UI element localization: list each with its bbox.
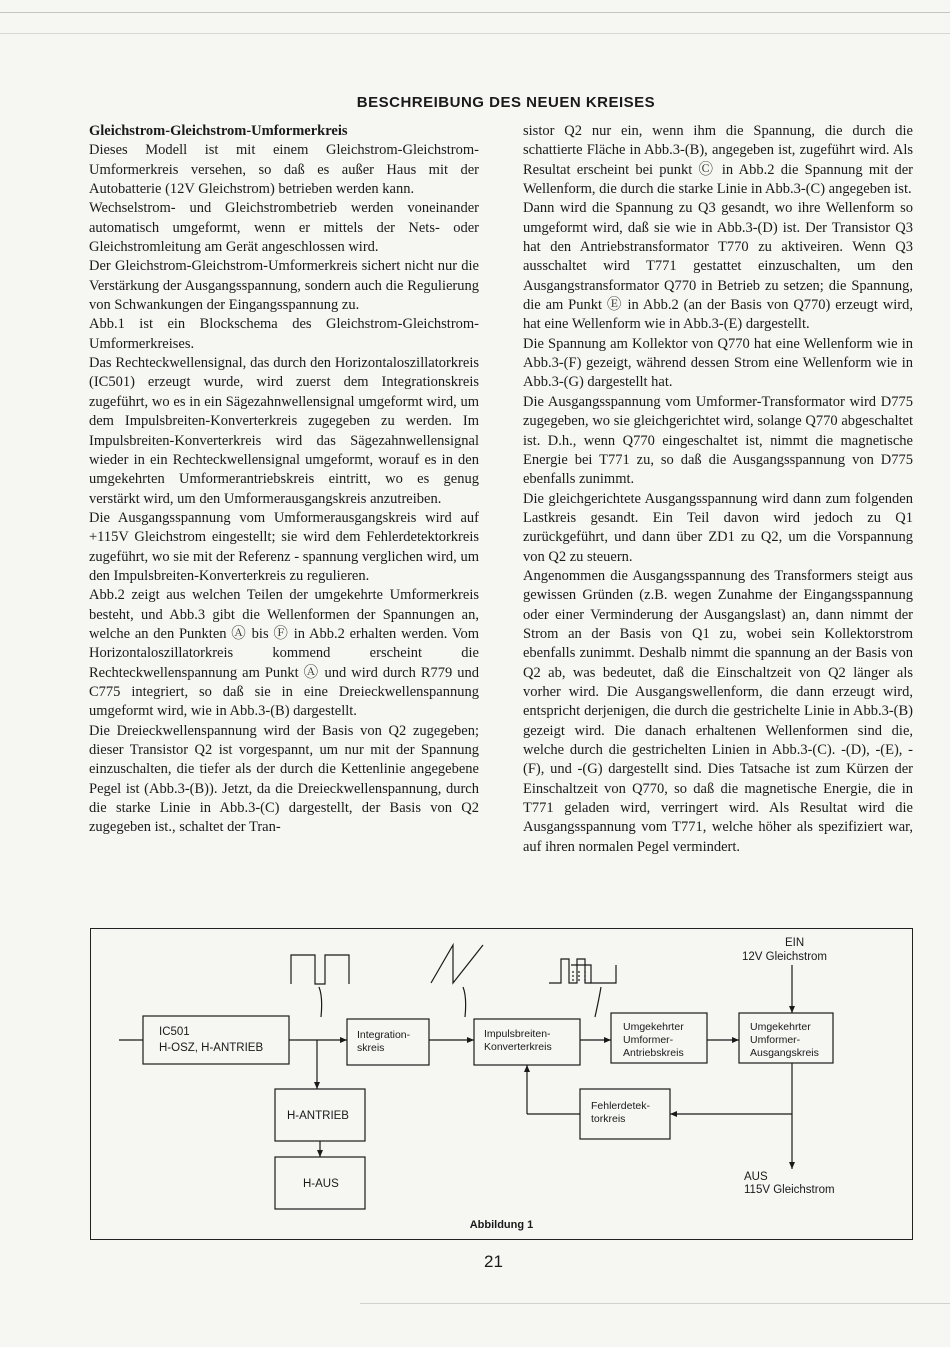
paragraph: Dann wird die Spannung zu Q3 gesandt, wo ihre Wellenform so umgeformt wird, daß sie wie in Abb.3-(D) ist. Der Transistor Q3 hat den Antriebstransformator T770 zu aktiveiren. Wenn Q3 ausschaltet wird T771 gestattet einzuschalten, um den Ausgangstransformator Q770 in Betrieb zu setzen; die Spannung, die am Punkt Ⓔ in Abb.2 (an der Basis von Q770) erzeugt wird, hat eine Wellenform wie in Abb.3-(E) dargestellt. xyxy=(523,200,913,333)
paragraph: Angenommen die Ausgangsspannung des Transformers steigt aus gewissen Gründen (z.B. wegen Zunahme der Eingangsspannung oder einer Verminderung der Ausgangslast) an, dann nimmt der Strom an der Basis von Q1 zu, wobei sein Kollektorstrom ebenfalls zunimmt. Deshalb nimmt die spannung an der Basis von Q2 ab, was bedeutet, daß die Einschaltzeit von Q2 länger als vorher wird. Die Ausgangswellenform, die dann erzeugt wird, entspricht derjenigen, die durch die gestrichelte Linie in Abb.3-(B) gezeigt wird. Die danach erhaltenen Wellenformen sind die, welche durch die gestrichelten Linien in Abb.3-(C). -(D), -(E), -(F), und -(G) dargestellt sind. Dies Tatsache ist zum Kürzen der Einschaltzeit von Q770, so daß die magnetische Energie, die in T771 geladen wird, verringert wird. Als Resultat wird die Ausgangsspannung vom T771, welche höher als spezifiziert war, auf ihren normalen Pegel vermindert. xyxy=(523,567,913,855)
paragraph: Abb.1 ist ein Blockschema des Gleichstrom-Gleichstrom-Umformerkreises. xyxy=(89,316,479,352)
paragraph: Die Spannung am Kollektor von Q770 hat eine Wellenform wie in Abb.3-(F) gezeigt, während dessen Strom eine Wellenform wie in Abb.3-(G) dargestellt hat. xyxy=(523,335,913,391)
paragraph: Der Gleichstrom-Gleichstrom-Umformerkreis sichert nicht nur die Verstärkung der Ausgangsspannung, sondern auch die Regulierung von Schwankungen der Eingangsspannung zu. xyxy=(89,258,479,314)
paragraph: Wechselstrom- und Gleichstrombetrieb werden voneinander automatisch umgeformt, wenn er mittels der Nets- oder Gleichstromleitung am Gerät angeschlossen wird. xyxy=(89,200,479,256)
section-heading: Gleichstrom-Gleichstrom-Umformerkreis xyxy=(89,123,348,139)
aus-voltage-label: 115V Gleichstrom xyxy=(744,1184,835,1196)
block-hantrieb-label: H-ANTRIEB xyxy=(287,1110,349,1122)
block-fehler-label-1: Fehlerdetek- xyxy=(591,1100,650,1112)
square-wave-icon xyxy=(291,955,349,984)
left-column xyxy=(89,122,479,838)
scan-edge-top xyxy=(0,12,950,13)
block-ausgang-label-3: Ausgangskreis xyxy=(750,1047,819,1059)
ein-label: EIN xyxy=(785,937,805,949)
block-integration-label-1: Integration- xyxy=(357,1029,411,1041)
paragraph: Die gleichgerichtete Ausgangsspannung wird dann zum folgenden Lastkreis gesandt. Ein Teil davon wird jedoch zu Q1 zurückgeführt, und dann über ZD1 zu Q2, um die Vorspannung von Q2 zu steuern. xyxy=(523,490,913,565)
block-ic501-label-1: IC501 xyxy=(159,1026,190,1038)
paragraph: Das Rechteckwellensignal, das durch den Horizontaloszillatorkreis (IC501) erzeugt wurde, wird zuerst dem Integrationskreis zugeführt, wo es in ein Sägezahnwellensignal umgeformt wird, um dem Impulsbreiten-Konverterkreis zugegeben zu werden. Im Impulsbreiten-Konverterkreis wird das Sägezahnwellensignal wieder in ein Rechteckwellensignal umgeformt, worauf es in den umgekehrten Umformerantriebskreis eintritt, wo es genug verstärkt wird, um den Umformerausgangskreis anzutreiben. xyxy=(89,355,479,507)
block-umgekehrter-label-1: Umgekehrter xyxy=(623,1021,684,1033)
paragraph: Dieses Modell ist mit einem Gleichstrom-Gleichstrom-Umformerkreis versehen, so daß es außer Haus mit der Autobatterie (12V Gleichstrom) betrieben werden kann. xyxy=(89,142,479,198)
figure-caption: Abbildung 1 xyxy=(469,1219,534,1231)
block-haus-label: H-AUS xyxy=(303,1178,339,1190)
paragraph: Die Ausgangsspannung vom Umformerausgangskreis wird auf +115V Gleichstrom eingestellt; sie wird dem Fehlerdetektorkreis zugeführt, wo sie mit der Referenz - spannung verglichen wird, um den Impulsbreiten-Konverterkreis zu regulieren. xyxy=(89,509,479,584)
block-fehler-label-2: torkreis xyxy=(591,1113,626,1125)
block-diagram xyxy=(91,929,913,1239)
block-diagram-figure xyxy=(90,928,913,1240)
block-ic501-label-2: H-OSZ, H-ANTRIEB xyxy=(159,1042,264,1054)
block-ic501 xyxy=(143,1016,289,1064)
block-ausgang-label-1: Umgekehrter xyxy=(750,1021,811,1033)
paragraph: sistor Q2 nur ein, wenn ihm die Spannung, die durch die schattierte Fläche in Abb.3-(B), angegeben ist, zugeführt wird. Als Resultat erscheint bei punkt Ⓒ in Abb.2 die Spannung mit der Wellenform, die durch die starke Linie in Abb.3-(C) angegeben ist. xyxy=(523,123,913,198)
right-column xyxy=(523,122,913,857)
page-title: BESCHREIBUNG DES NEUEN KREISES xyxy=(356,94,656,111)
paragraph: Die Ausgangsspannung vom Umformer-Transformator wird D775 zugegeben, wo sie gleichgerichtet wird, solange Q770 abgeschaltet ist. D.h., wenn Q770 eingeschaltet ist, nimmt die magnetische Energie bei T771 zu, so daß die Ausgangsspannung von D775 ebenfalls zunimmt. xyxy=(523,393,913,488)
ein-voltage-label: 12V Gleichstrom xyxy=(742,951,828,963)
block-umgekehrter-label-3: Antriebskreis xyxy=(623,1047,684,1059)
page-number: 21 xyxy=(484,1252,503,1271)
paragraph: Abb.2 zeigt aus welchen Teilen der umgekehrte Umformerkreis besteht, und Abb.3 gibt die Wellenformen der Spannungen an, welche an den Punkten Ⓐ bis Ⓕ in Abb.2 erhalten werden. Vom Horizontaloszillatorkreis kommend erscheint die Rechteckwellenspannung am Punkt Ⓐ und wird durch R779 und C775 integriert, so daß sie in eine Dreieckwellenspannung umgeformt wird, wie in Abb.3-(B) dargestellt. xyxy=(89,587,479,720)
block-impuls-label-1: Impulsbreiten- xyxy=(484,1028,551,1040)
block-integration-label-2: skreis xyxy=(357,1042,385,1054)
aus-label: AUS xyxy=(744,1171,768,1183)
scan-edge-top-2 xyxy=(0,33,950,34)
sawtooth-wave-icon xyxy=(431,945,483,983)
block-ausgang-label-2: Umformer- xyxy=(750,1034,801,1046)
block-impuls-label-2: Konverterkreis xyxy=(484,1041,552,1053)
block-umgekehrter-label-2: Umformer- xyxy=(623,1034,674,1046)
scan-edge-bottom xyxy=(360,1303,950,1304)
paragraph: Die Dreieckwellenspannung wird der Basis von Q2 zugegeben; dieser Transistor Q2 ist vorgespannt, um nur mit der Spannung einzuschalten, die tiefer als der durch die Kettenlinie angegebene Pegel ist (Abb.3-(B)). Jetzt, da die Dreieckwellenspannung, durch die starke Linie in Abb.3-(C) dargestellt, der Basis von Q2 zugegeben ist., schaltet der Tran- xyxy=(89,722,479,836)
